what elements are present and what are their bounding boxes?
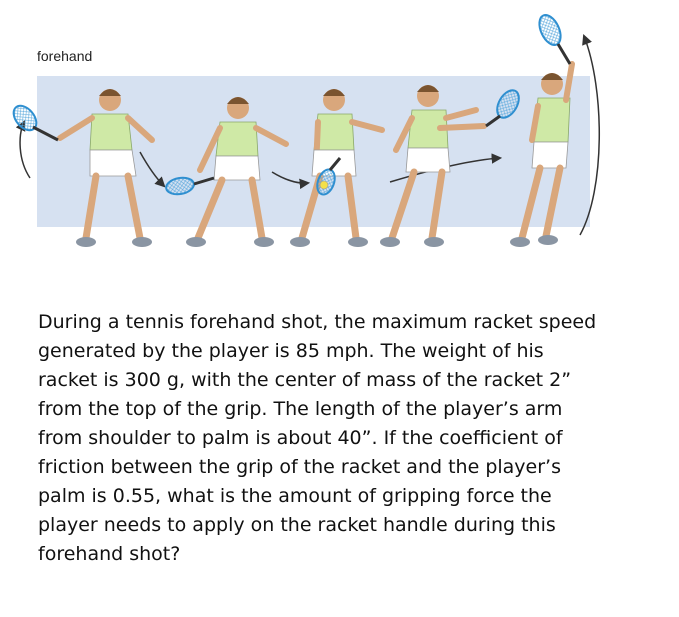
problem-statement bbox=[38, 308, 643, 569]
player-pose-2 bbox=[165, 97, 286, 247]
swing-arrow-2 bbox=[140, 152, 164, 186]
forehand-sequence-illustration bbox=[0, 0, 679, 270]
player-pose-5 bbox=[510, 12, 572, 247]
problem-line: generated by the player is 85 mph. The weight of his bbox=[38, 340, 544, 362]
problem-line: from the top of the grip. The length of the player’s arm bbox=[38, 398, 563, 420]
player-pose-3 bbox=[290, 89, 382, 247]
problem-line: racket is 300 g, with the center of mass of the racket 2” bbox=[38, 369, 572, 391]
problem-line: player needs to apply on the racket handle during this bbox=[38, 514, 556, 536]
swing-arrow-5 bbox=[580, 36, 599, 235]
player-pose-1 bbox=[9, 89, 152, 247]
problem-line: palm is 0.55, what is the amount of gripping force the bbox=[38, 485, 552, 507]
forehand-figure bbox=[0, 0, 679, 270]
problem-line: from shoulder to palm is about 40”. If the coefficient of bbox=[38, 427, 563, 449]
figure-label: forehand bbox=[37, 48, 93, 64]
swing-arrow-3 bbox=[272, 172, 308, 183]
problem-line: forehand shot? bbox=[38, 543, 181, 565]
problem-line: friction between the grip of the racket and the player’s bbox=[38, 456, 561, 478]
problem-line: During a tennis forehand shot, the maximum racket speed bbox=[38, 311, 597, 333]
